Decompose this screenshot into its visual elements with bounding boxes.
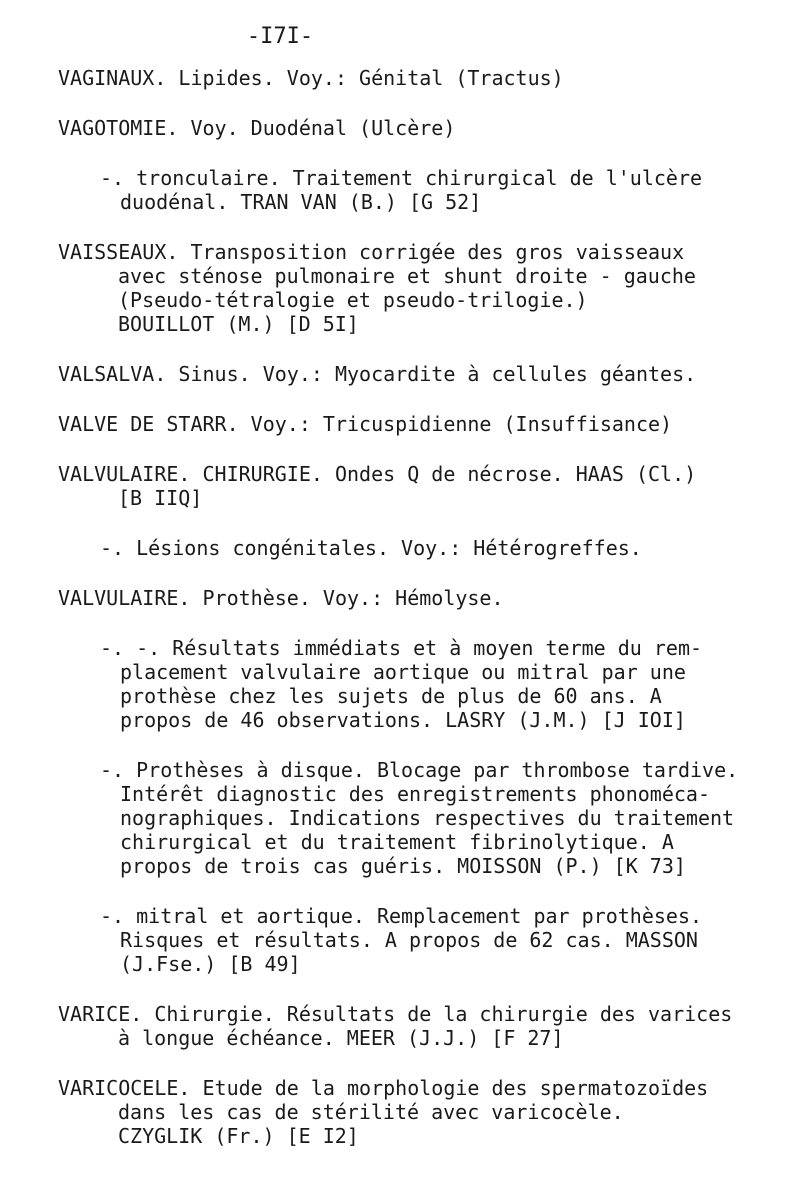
entry-line: VARICOCELE. Etude de la morphologie des spermatozoïdes	[58, 1076, 709, 1100]
entry-line: VAGINAUX. Lipides. Voy.: Génital (Tractus)	[58, 66, 564, 90]
entry-line: VALVULAIRE. CHIRURGIE. Ondes Q de nécrose. HAAS (Cl.)	[58, 462, 697, 486]
entry-line: -. tronculaire. Traitement chirurgical de l'ulcère	[100, 166, 703, 190]
entry-line: placement valvulaire aortique ou mitral par une	[120, 660, 686, 684]
index-subentry	[58, 536, 778, 560]
entry-line: chirurgical et du traitement fibrinolytique. A	[120, 830, 674, 854]
index-entries	[58, 66, 778, 1174]
entry-line: Risques et résultats. A propos de 62 cas. MASSON	[120, 928, 698, 952]
entry-line: duodénal. TRAN VAN (B.) [G 52]	[120, 190, 482, 214]
index-entry	[58, 116, 778, 140]
entry-line: -. mitral et aortique. Remplacement par prothèses.	[100, 904, 703, 928]
entry-line: Intérêt diagnostic des enregistrements phonoméca-	[120, 782, 711, 806]
index-entry	[58, 362, 778, 386]
entry-line: VARICE. Chirurgie. Résultats de la chirurgie des varices	[58, 1002, 733, 1026]
entry-line: VAISSEAUX. Transposition corrigée des gros vaisseaux	[58, 240, 685, 264]
entry-line: BOUILLOT (M.) [D 5I]	[118, 312, 359, 336]
entry-line: VAGOTOMIE. Voy. Duodénal (Ulcère)	[58, 116, 456, 140]
index-entry	[58, 586, 778, 610]
entry-line: [B IIQ]	[118, 486, 203, 510]
entry-line: -. Lésions congénitales. Voy.: Hétérogreffes.	[100, 536, 642, 560]
index-subentry	[58, 758, 778, 878]
index-entry	[58, 240, 778, 336]
index-entry	[58, 1002, 778, 1050]
index-entry	[58, 1076, 778, 1148]
index-entry	[58, 66, 778, 90]
entry-line: VALSALVA. Sinus. Voy.: Myocardite à cellules géantes.	[58, 362, 697, 386]
entry-line: CZYGLIK (Fr.) [E I2]	[118, 1124, 359, 1148]
index-entry	[58, 462, 778, 510]
entry-line: dans les cas de stérilité avec varicocèle.	[118, 1100, 624, 1124]
entry-line: avec sténose pulmonaire et shunt droite - gauche	[118, 264, 696, 288]
entry-line: -. Prothèses à disque. Blocage par thrombose tardive.	[100, 758, 739, 782]
entry-line: prothèse chez les sujets de plus de 60 ans. A	[120, 684, 662, 708]
entry-line: VALVULAIRE. Prothèse. Voy.: Hémolyse.	[58, 586, 504, 610]
index-subentry	[58, 904, 778, 976]
entry-line: (J.Fse.) [B 49]	[120, 952, 301, 976]
index-subentry	[58, 636, 778, 732]
entry-line: propos de 46 observations. LASRY (J.M.) [J IOI]	[120, 708, 686, 732]
page-number: -I7I-	[246, 24, 314, 49]
entry-line: propos de trois cas guéris. MOISSON (P.) [K 73]	[120, 854, 686, 878]
entry-line: -. -. Résultats immédiats et à moyen terme du rem-	[100, 636, 703, 660]
entry-line: (Pseudo-tétralogie et pseudo-trilogie.)	[118, 288, 588, 312]
index-subentry	[58, 166, 778, 214]
index-entry	[58, 412, 778, 436]
entry-line: VALVE DE STARR. Voy.: Tricuspidienne (Insuffisance)	[58, 412, 673, 436]
entry-line: nographiques. Indications respectives du traitement	[120, 806, 735, 830]
entry-line: à longue échéance. MEER (J.J.) [F 27]	[118, 1026, 564, 1050]
